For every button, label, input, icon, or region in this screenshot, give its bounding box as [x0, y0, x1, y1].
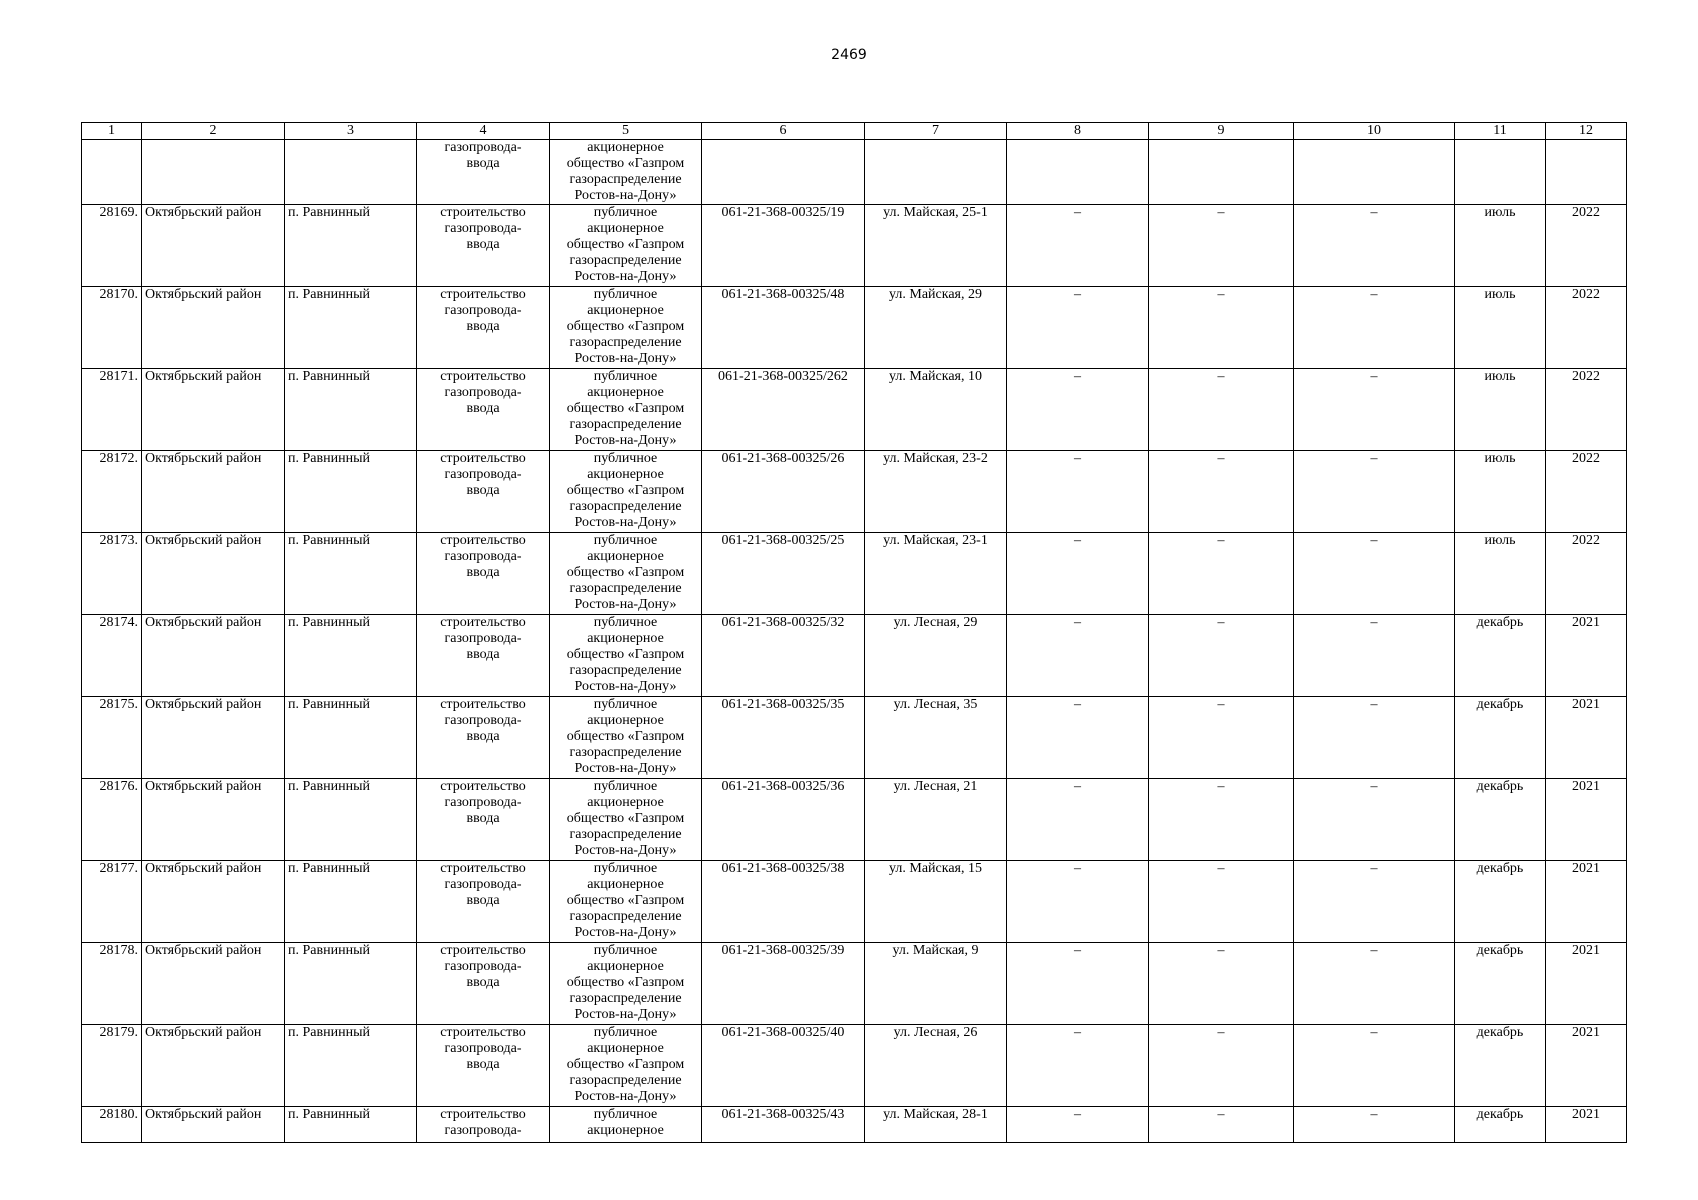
district-cell: Октябрьский район [142, 697, 285, 779]
table-row [82, 943, 1627, 1025]
table-row [82, 861, 1627, 943]
column-10-cell: – [1294, 697, 1455, 779]
settlement-cell: п. Равнинный [285, 533, 417, 615]
work-type-cell: строительство газопровода- ввода [417, 1025, 550, 1107]
table-row [82, 533, 1627, 615]
address-cell: ул. Лесная, 35 [865, 697, 1007, 779]
month-cell: июль [1455, 287, 1546, 369]
year-cell: 2021 [1546, 943, 1627, 1025]
column-9-cell: – [1149, 861, 1294, 943]
registry-code-cell: 061-21-368-00325/43 [702, 1107, 865, 1143]
column-10-cell: – [1294, 369, 1455, 451]
registry-code-cell: 061-21-368-00325/40 [702, 1025, 865, 1107]
table-row [82, 697, 1627, 779]
month-cell: июль [1455, 205, 1546, 287]
month-cell: декабрь [1455, 615, 1546, 697]
district-cell: Октябрьский район [142, 943, 285, 1025]
owner-cell: публичное акционерное общество «Газпром газораспределение Ростов-на-Дону» [550, 615, 702, 697]
month-cell: июль [1455, 369, 1546, 451]
column-10-cell: – [1294, 1025, 1455, 1107]
work-type-cell: строительство газопровода- ввода [417, 451, 550, 533]
column-header: 11 [1455, 123, 1546, 140]
address-cell: ул. Майская, 15 [865, 861, 1007, 943]
registry-code-cell: 061-21-368-00325/32 [702, 615, 865, 697]
owner-cell: публичное акционерное общество «Газпром газораспределение Ростов-на-Дону» [550, 533, 702, 615]
year-cell: 2022 [1546, 369, 1627, 451]
column-8-cell: – [1007, 861, 1149, 943]
settlement-cell: п. Равнинный [285, 943, 417, 1025]
column-header: 6 [702, 123, 865, 140]
month-cell: июль [1455, 451, 1546, 533]
year-cell: 2021 [1546, 1107, 1627, 1143]
table-row [82, 779, 1627, 861]
address-cell: ул. Лесная, 21 [865, 779, 1007, 861]
column-9-cell: – [1149, 205, 1294, 287]
column-9-cell: – [1149, 1025, 1294, 1107]
column-8-cell: – [1007, 943, 1149, 1025]
settlement-cell: п. Равнинный [285, 205, 417, 287]
table-row [82, 615, 1627, 697]
address-cell: ул. Майская, 23-2 [865, 451, 1007, 533]
row-number-cell: 28172. [82, 451, 142, 533]
registry-code-cell: 061-21-368-00325/38 [702, 861, 865, 943]
row-number-cell: 28180. [82, 1107, 142, 1143]
settlement-cell: п. Равнинный [285, 1025, 417, 1107]
registry-code-cell: 061-21-368-00325/36 [702, 779, 865, 861]
district-cell: Октябрьский район [142, 533, 285, 615]
column-number-header-row [82, 123, 1627, 140]
owner-text: акционерное общество «Газпром газораспределение Ростов-на-Дону» [566, 140, 685, 203]
settlement-cell: п. Равнинный [285, 451, 417, 533]
year-cell: 2022 [1546, 205, 1627, 287]
work-type-cell: строительство газопровода- ввода [417, 533, 550, 615]
owner-cell: публичное акционерное общество «Газпром газораспределение Ростов-на-Дону» [550, 697, 702, 779]
month-cell: декабрь [1455, 779, 1546, 861]
owner-cell: публичное акционерное общество «Газпром газораспределение Ростов-на-Дону» [550, 369, 702, 451]
district-cell: Октябрьский район [142, 369, 285, 451]
registry-code-cell: 061-21-368-00325/48 [702, 287, 865, 369]
table-row [82, 287, 1627, 369]
column-9-cell: – [1149, 369, 1294, 451]
work-type-cell: строительство газопровода- ввода [417, 861, 550, 943]
year-cell: 2021 [1546, 779, 1627, 861]
owner-cell [550, 140, 702, 205]
month-cell: декабрь [1455, 697, 1546, 779]
row-number-cell: 28169. [82, 205, 142, 287]
column-9-cell: – [1149, 533, 1294, 615]
work-type-cell: строительство газопровода- ввода [417, 697, 550, 779]
row-number-cell: 28173. [82, 533, 142, 615]
column-8-cell: – [1007, 779, 1149, 861]
page-number: 2469 [831, 47, 867, 63]
year-cell: 2021 [1546, 1025, 1627, 1107]
column-10-cell: – [1294, 205, 1455, 287]
column-9-cell: – [1149, 451, 1294, 533]
column-8-cell: – [1007, 697, 1149, 779]
column-header: 4 [417, 123, 550, 140]
work-type-cell: строительство газопровода- [417, 1107, 550, 1143]
table-row [82, 1107, 1627, 1143]
settlement-cell: п. Равнинный [285, 697, 417, 779]
work-type-cell: строительство газопровода- ввода [417, 369, 550, 451]
year-cell: 2021 [1546, 697, 1627, 779]
district-cell: Октябрьский район [142, 205, 285, 287]
column-9-cell: – [1149, 943, 1294, 1025]
month-cell: июль [1455, 533, 1546, 615]
work-type-cell: строительство газопровода- ввода [417, 205, 550, 287]
owner-cell: публичное акционерное общество «Газпром газораспределение Ростов-на-Дону» [550, 451, 702, 533]
settlement-cell: п. Равнинный [285, 779, 417, 861]
column-9-cell: – [1149, 697, 1294, 779]
column-9-cell: – [1149, 615, 1294, 697]
address-cell: ул. Лесная, 29 [865, 615, 1007, 697]
district-cell: Октябрьский район [142, 779, 285, 861]
column-header: 8 [1007, 123, 1149, 140]
table-row [82, 205, 1627, 287]
column-10-cell: – [1294, 861, 1455, 943]
district-cell: Октябрьский район [142, 451, 285, 533]
settlement-cell: п. Равнинный [285, 287, 417, 369]
month-cell: декабрь [1455, 1107, 1546, 1143]
registry-code-cell: 061-21-368-00325/26 [702, 451, 865, 533]
registry-code-cell: 061-21-368-00325/25 [702, 533, 865, 615]
column-9-cell: – [1149, 287, 1294, 369]
column-8-cell: – [1007, 369, 1149, 451]
column-header: 7 [865, 123, 1007, 140]
owner-cell: публичное акционерное общество «Газпром газораспределение Ростов-на-Дону» [550, 205, 702, 287]
continuation-row [82, 140, 1627, 205]
row-number-cell: 28171. [82, 369, 142, 451]
column-8-cell: – [1007, 615, 1149, 697]
district-cell: Октябрьский район [142, 615, 285, 697]
district-cell: Октябрьский район [142, 287, 285, 369]
work-type-cell [417, 140, 550, 205]
column-8-cell: – [1007, 1025, 1149, 1107]
address-cell: ул. Майская, 23-1 [865, 533, 1007, 615]
owner-cell: публичное акционерное общество «Газпром газораспределение Ростов-на-Дону» [550, 943, 702, 1025]
row-number-cell: 28178. [82, 943, 142, 1025]
column-10-cell: – [1294, 533, 1455, 615]
work-type-cell: строительство газопровода- ввода [417, 779, 550, 861]
column-8-cell: – [1007, 287, 1149, 369]
column-header: 5 [550, 123, 702, 140]
row-number-cell: 28179. [82, 1025, 142, 1107]
table-row [82, 1025, 1627, 1107]
address-cell: ул. Майская, 28-1 [865, 1107, 1007, 1143]
column-8-cell: – [1007, 205, 1149, 287]
work-type-cell: строительство газопровода- ввода [417, 943, 550, 1025]
month-cell: декабрь [1455, 861, 1546, 943]
column-9-cell: – [1149, 1107, 1294, 1143]
row-number-cell: 28176. [82, 779, 142, 861]
owner-cell: публичное акционерное общество «Газпром газораспределение Ростов-на-Дону» [550, 287, 702, 369]
row-number-cell: 28170. [82, 287, 142, 369]
column-header: 9 [1149, 123, 1294, 140]
gas-connection-register-table [81, 122, 1627, 1143]
registry-code-cell: 061-21-368-00325/39 [702, 943, 865, 1025]
column-9-cell: – [1149, 779, 1294, 861]
row-number-cell: 28175. [82, 697, 142, 779]
district-cell: Октябрьский район [142, 1107, 285, 1143]
settlement-cell: п. Равнинный [285, 369, 417, 451]
row-number-cell: 28177. [82, 861, 142, 943]
year-cell: 2021 [1546, 615, 1627, 697]
address-cell: ул. Майская, 9 [865, 943, 1007, 1025]
column-10-cell: – [1294, 287, 1455, 369]
address-cell: ул. Лесная, 26 [865, 1025, 1007, 1107]
address-cell: ул. Майская, 25-1 [865, 205, 1007, 287]
column-8-cell: – [1007, 1107, 1149, 1143]
settlement-cell: п. Равнинный [285, 861, 417, 943]
district-cell: Октябрьский район [142, 861, 285, 943]
owner-cell: публичное акционерное общество «Газпром газораспределение Ростов-на-Дону» [550, 861, 702, 943]
month-cell: декабрь [1455, 1025, 1546, 1107]
table-row [82, 451, 1627, 533]
work-type-cell: строительство газопровода- ввода [417, 615, 550, 697]
month-cell: декабрь [1455, 943, 1546, 1025]
column-header: 3 [285, 123, 417, 140]
year-cell: 2022 [1546, 451, 1627, 533]
district-cell: Октябрьский район [142, 1025, 285, 1107]
registry-code-cell: 061-21-368-00325/35 [702, 697, 865, 779]
registry-code-cell: 061-21-368-00325/19 [702, 205, 865, 287]
column-header: 2 [142, 123, 285, 140]
settlement-cell: п. Равнинный [285, 1107, 417, 1143]
owner-cell: публичное акционерное общество «Газпром газораспределение Ростов-на-Дону» [550, 1025, 702, 1107]
column-10-cell: – [1294, 451, 1455, 533]
address-cell: ул. Майская, 29 [865, 287, 1007, 369]
column-8-cell: – [1007, 451, 1149, 533]
address-cell: ул. Майская, 10 [865, 369, 1007, 451]
column-8-cell: – [1007, 533, 1149, 615]
column-10-cell: – [1294, 1107, 1455, 1143]
row-number-cell: 28174. [82, 615, 142, 697]
column-header: 10 [1294, 123, 1455, 140]
work-type-text: газопровода- ввода [444, 140, 522, 171]
registry-code-cell: 061-21-368-00325/262 [702, 369, 865, 451]
owner-cell: публичное акционерное общество «Газпром газораспределение Ростов-на-Дону» [550, 779, 702, 861]
column-header: 12 [1546, 123, 1627, 140]
column-10-cell: – [1294, 943, 1455, 1025]
year-cell: 2022 [1546, 287, 1627, 369]
owner-cell: публичное акционерное [550, 1107, 702, 1143]
year-cell: 2021 [1546, 861, 1627, 943]
table-row [82, 369, 1627, 451]
column-10-cell: – [1294, 615, 1455, 697]
column-header: 1 [82, 123, 142, 140]
year-cell: 2022 [1546, 533, 1627, 615]
work-type-cell: строительство газопровода- ввода [417, 287, 550, 369]
column-10-cell: – [1294, 779, 1455, 861]
settlement-cell: п. Равнинный [285, 615, 417, 697]
